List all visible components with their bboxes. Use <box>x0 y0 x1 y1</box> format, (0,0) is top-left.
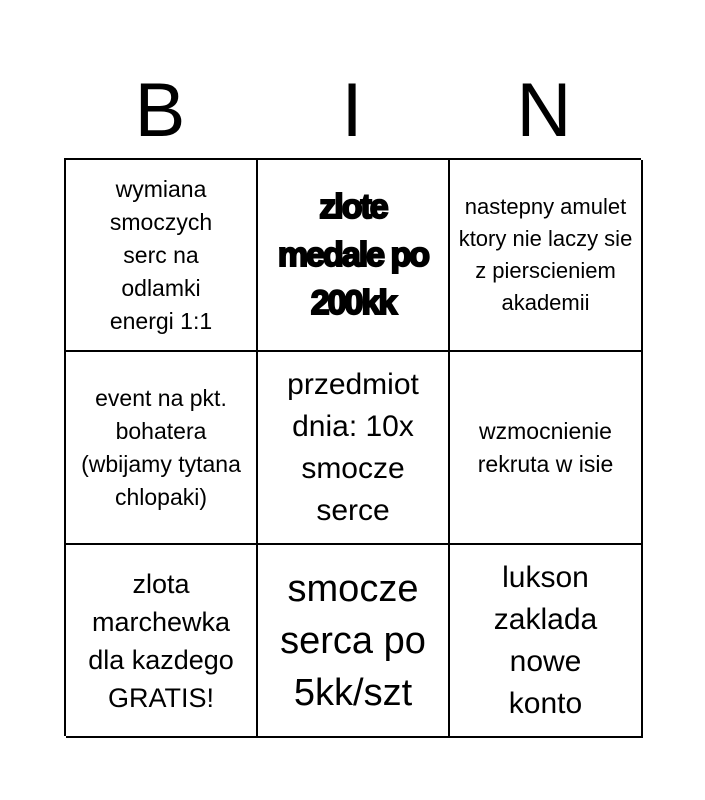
bingo-cell-7[interactable] <box>66 545 258 738</box>
cell-text: wzmocnienie rekruta w isie <box>477 417 614 477</box>
bingo-cell-9[interactable] <box>450 545 643 738</box>
bingo-cell-4[interactable] <box>66 352 258 545</box>
bingo-cell-5[interactable] <box>258 352 450 545</box>
bingo-header <box>64 66 640 156</box>
cell-text: lukson zaklada nowe konto <box>493 560 598 720</box>
cell-text: wymiana smoczych serc na odlamki energi 1:1 <box>109 175 213 334</box>
header-letter-n: N <box>516 68 572 153</box>
header-letter-b: B <box>134 68 186 153</box>
bingo-grid <box>64 158 641 736</box>
cell-text: zlota marchewka dla kazdego GRATIS! <box>88 568 234 713</box>
cell-text: nastepny amulet ktory nie laczy sie z pierscieniem akademii <box>458 194 633 315</box>
header-letter-i: I <box>341 68 363 153</box>
bingo-cell-8[interactable] <box>258 545 450 738</box>
cell-text: przedmiot dnia: 10x smocze serce <box>287 367 419 527</box>
bingo-cell-6[interactable] <box>450 352 643 545</box>
bingo-cell-1[interactable] <box>66 160 258 352</box>
cell-text: event na pkt. bohatera (wbijamy tytana chlopaki) <box>81 384 241 510</box>
bingo-cell-3[interactable] <box>450 160 643 352</box>
cell-text: zlote medale po 200kk <box>277 188 429 322</box>
bingo-cell-2[interactable] <box>258 160 450 352</box>
cell-text: smocze serca po 5kk/szt <box>280 567 426 714</box>
